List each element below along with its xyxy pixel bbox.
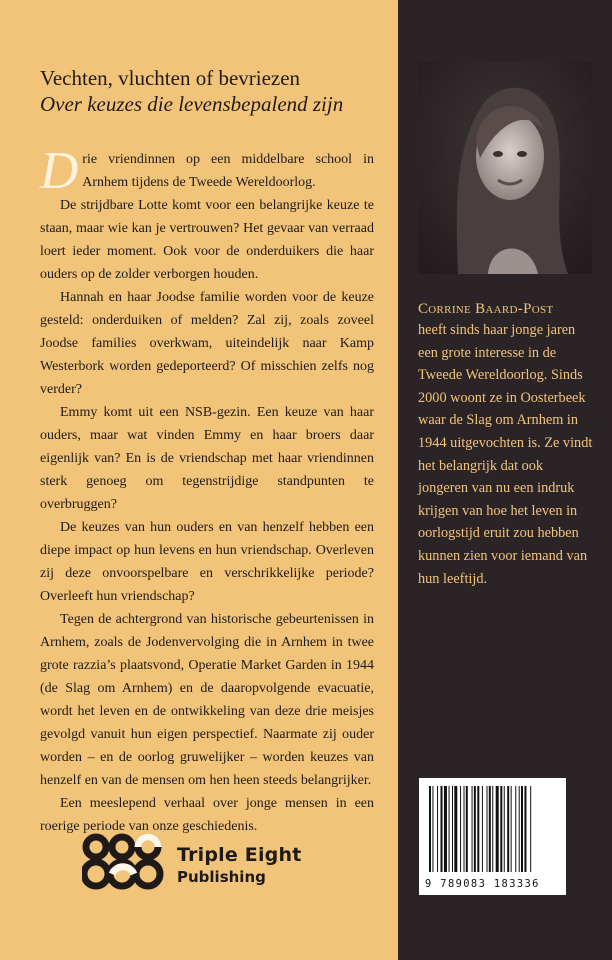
publisher-name: Triple Eight <box>177 844 302 866</box>
blurb-paragraph-1: Drie vriendinnen op een middelbare school in Arnhem tijdens de Tweede Wereldoorlog. <box>40 142 374 200</box>
author-bio: heeft sinds haar jonge jaren een grote interesse in de Tweede Wereldoorlog. Sinds 2000 woont ze in Oosterbeek waar de Slag om Arnhem in 1944 uitgevochten is. Ze vindt het belangrijk dat ook jongeren van nu een indruk krijgen van hoe het leven in oorlogstijd eruit zou hebben kunnen zien voor iemand van hun leeftijd. <box>418 322 593 587</box>
blurb-paragraph-2: De strijdbare Lotte komt voor een belangrijke keuze te staan, maar wie kan je vertrouwen? Het gevaar van verraad loert ieder moment. Ook voor de onderduikers die haar ouders op de zolder verborgen houden. <box>40 198 374 282</box>
book-title: Vechten, vluchten of bevriezen <box>40 66 301 90</box>
blurb-paragraph-5: De keuzes van hun ouders en van henzelf hebben een diepe impact op hun levens en hun vriendschap. Overleven zij deze onvoorspelbare en verschrikkelijke periode? Overleeft hun vriendschap? <box>40 520 374 604</box>
blurb-paragraph-3: Hannah en haar Joodse familie worden voor de keuze gesteld: onderduiken of melden? Zal zij, zoals zoveel Joodse families overkwam, uiteindelijk naar Kamp Westerbork worden gedeporteerd? Of misschien zelfs nog verder? <box>40 290 374 397</box>
blurb-paragraph-4: Emmy komt uit een NSB-gezin. Een keuze van haar ouders, maar wat vinden Emmy en haar broers daar eigenlijk van? En is de vriendschap met haar vriendinnen sterk genoeg om tegenstrijdige standpunten te overbruggen? <box>40 405 374 512</box>
blurb-text <box>40 142 374 838</box>
author-name: Corrine Baard-Post <box>418 301 554 317</box>
author-portrait-icon <box>418 62 592 274</box>
barcode <box>419 778 566 895</box>
book-subtitle: Over keuzes die levensbepalend zijn <box>40 92 344 116</box>
blurb-paragraph-6: Tegen de achtergrond van historische gebeurtenissen in Arnhem, zoals de Jodenvervolging die in Arnhem in twee grote razzia’s plaatsvond, Operatie Market Garden in 1944 (de Slag om Arnhem) en de daaropvolgende evacuatie, wordt het leven en de ontwikkeling van deze drie meisjes gevolgd vanuit hun eigen perspectief. Naarmate zij ouder worden – en de oorlog gruwelijker – worden keuzes van henzelf en van de mensen om hen heen steeds belangrijker. <box>40 612 374 788</box>
publisher-subtitle: Publishing <box>177 868 266 886</box>
dropcap-letter: D <box>40 142 79 200</box>
isbn-number: 9 789083 183336 <box>425 878 540 890</box>
blurb-paragraph-7: Een meeslepend verhaal over jonge mensen in een roerige periode van onze geschiedenis. <box>40 796 374 834</box>
